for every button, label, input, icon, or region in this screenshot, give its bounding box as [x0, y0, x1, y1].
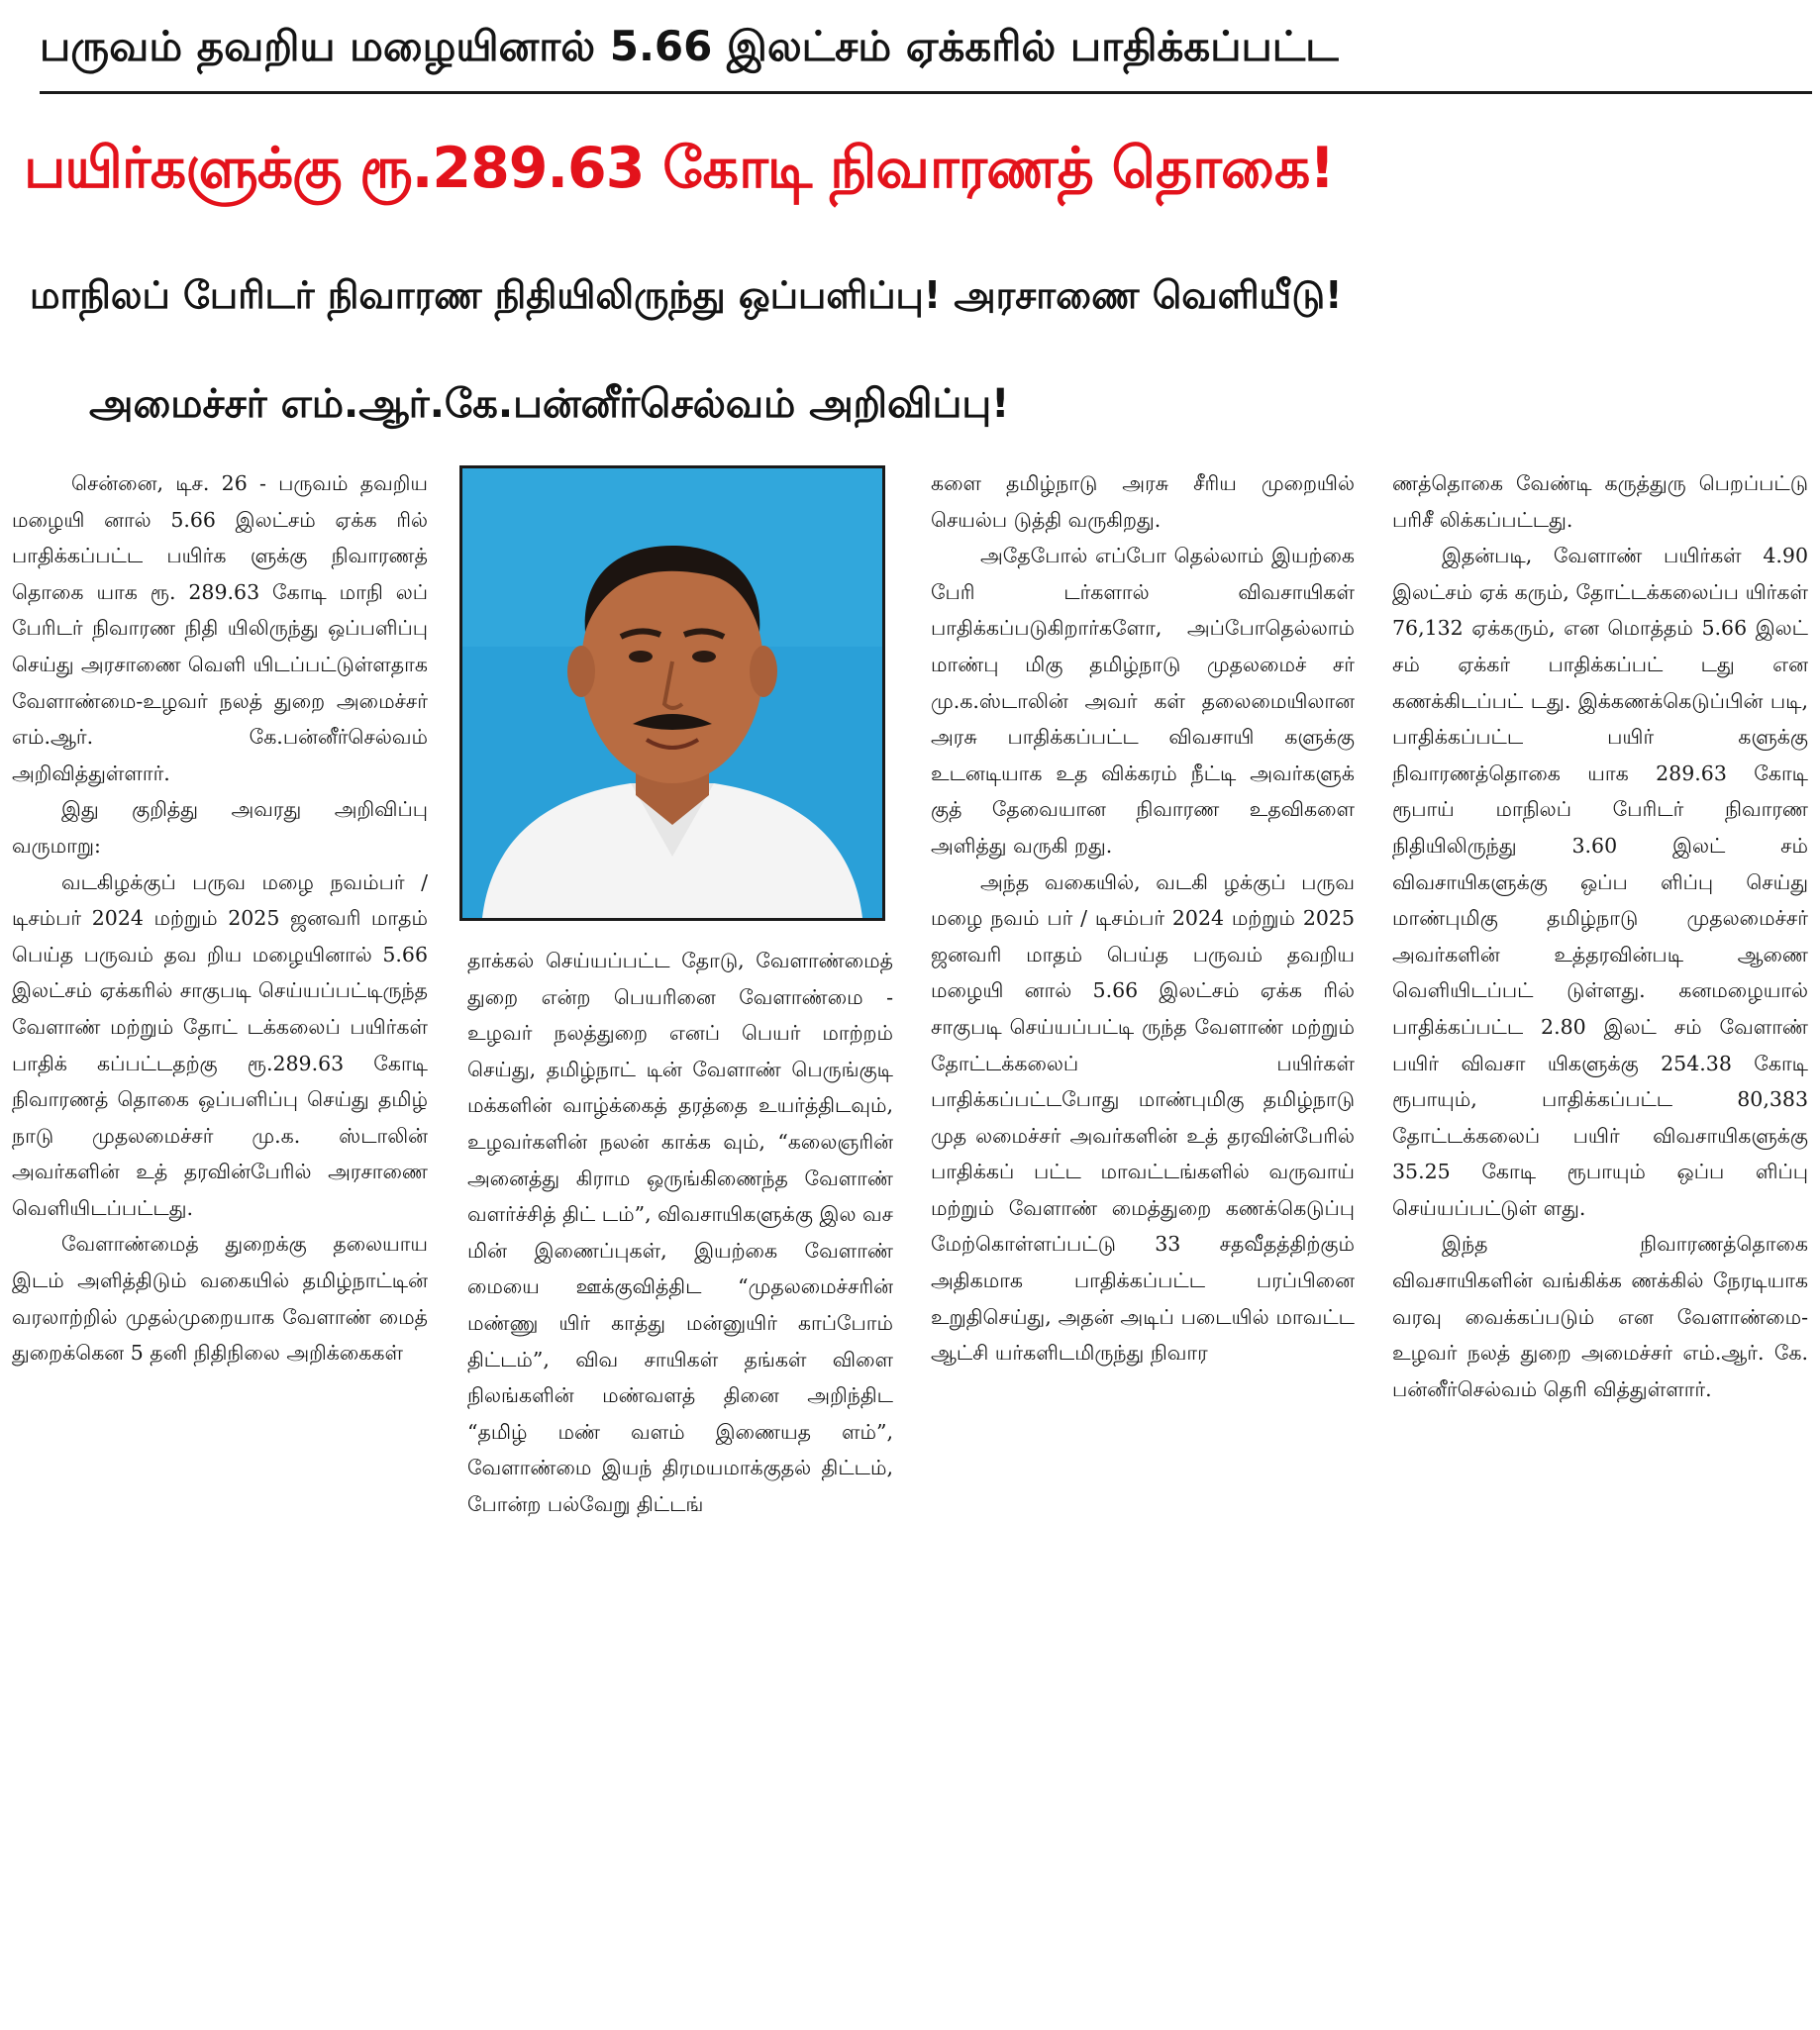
- right-eye: [692, 651, 716, 662]
- article-column-2: [467, 943, 893, 2020]
- portrait-illustration: [462, 468, 882, 918]
- article-paragraph: களை தமிழ்நாடு அரசு சீரிய முறையில் செயல்ப டுத்தி வருகிறது.: [931, 471, 1355, 532]
- left-ear: [567, 646, 595, 697]
- article-paragraph: ணத்தொகை வேண்டி கருத்துரு பெறப்பட்டு பரிசீ லிக்கப்பட்டது.: [1392, 471, 1808, 532]
- minister-photo: [459, 465, 885, 921]
- article-paragraph: தாக்கல் செய்யப்பட்ட தோடு, வேளாண்மைத் துறை என்ற பெயரினை வேளாண்மை - உழவர் நலத்துறை எனப் பெயர் மாற்றம் செய்து, தமிழ்நாட் டின் வேளாண் பெருங்குடி மக்களின் வாழ்க்கைத் தரத்தை உயர்த்திடவும், உழவர்களின் நலன் காக்க வும், “கலைஞரின் அனைத்து கிராம ஒருங்கிணைந்த வேளாண் வளர்ச்சித் திட் டம்”, விவசாயிகளுக்கு இல வச மின் இணைப்புகள், இயற்கை வேளாண் மையை ஊக்குவித்திட “முதலமைச்சரின் மண்ணு யிர் காத்து மன்னுயிர் காப்போம் திட்டம்”, விவ சாயிகள் தங்கள் விளை நிலங்களின் மண்வளத் தினை அறிந்திட “தமிழ் மண் வளம் இணையத ளம்”, வேளாண்மை இயந் திரமயமாக்குதல் திட்டம், போன்ற பல்வேறு திட்டங்: [467, 949, 893, 1516]
- article-paragraph: வேளாண்மைத் துறைக்கு தலையாய இடம் அளித்திடும் வகையில் தமிழ்நாட்டின் வரலாற்றில் முதல்முறையாக வேளாண் மைத் துறைக்கென 5 தனி நிதிநிலை அறிக்கைகள்: [12, 1232, 428, 1366]
- article-paragraph: இதன்படி, வேளாண் பயிர்கள் 4.90 இலட்சம் ஏக் கரும், தோட்டக்கலைப்ப யிர்கள் 76,132 ஏக்கரும், என மொத்தம் 5.66 இலட் சம் ஏக்கர் பாதிக்கப்பட் டது என கணக்கிடப்பட் டது. இக்கணக்கெடுப்பின் படி, பாதிக்கப்பட்ட பயிர் களுக்கு நிவாரணத்தொகை யாக 289.63 கோடி ரூபாய் மாநிலப் பேரிடர் நிவாரண நிதியிலிருந்து 3.60 இலட் சம் விவசாயிகளுக்கு ஒப்ப ளிப்பு செய்து மாண்புமிகு தமிழ்நாடு முதலமைச்சர் அவர்களின் உத்தரவின்படி ஆணை வெளியிடப்பட் டுள்ளது. கனமழையால் பாதிக்கப்பட்ட 2.80 இலட் சம் வேளாண் பயிர் விவசா யிகளுக்கு 254.38 கோடி ரூபாயும், பாதிக்கப்பட்ட 80,383 தோட்டக்கலைப் பயிர் விவசாயிகளுக்கு 35.25 கோடி ரூபாயும் ஒப்ப ளிப்பு செய்யப்பட்டுள் ளது.: [1392, 544, 1808, 1220]
- article-paragraph: இது குறித்து அவரது அறிவிப்பு வருமாறு:: [12, 797, 428, 858]
- article-column-4: [1392, 465, 1808, 2020]
- article-column-1: [12, 465, 428, 2020]
- article-paragraph: அதேபோல் எப்போ தெல்லாம் இயற்கை பேரி டர்களால் விவசாயிகள் பாதிக்கப்படுகிறார்களோ, அப்போதெல்லாம் மாண்பு மிகு தமிழ்நாடு முதலமைச் சர் மு.க.ஸ்டாலின் அவர் கள் தலைமையிலான அரசு பாதிக்கப்பட்ட விவசாயி களுக்கு உடனடியாக உத விக்கரம் நீட்டி அவர்களுக் குத் தேவையான நிவாரண உதவிகளை அளித்து வருகி றது.: [931, 544, 1355, 858]
- left-eye: [629, 651, 653, 662]
- kicker-divider: [40, 91, 1812, 94]
- article-paragraph: இந்த நிவாரணத்தொகை விவசாயிகளின் வங்கிக்க ணக்கில் நேரடியாக வரவு வைக்கப்படும் என வேளாண்மை-உழவர் நலத் துறை அமைச்சர் எம்.ஆர். கே. பன்னீர்செல்வம் தெரி வித்துள்ளார்.: [1392, 1232, 1808, 1401]
- headline-kicker: பருவம் தவறிய மழையினால் 5.66 இலட்சம் ஏக்கரில் பாதிக்கப்பட்ட: [40, 22, 1339, 70]
- article-paragraph: சென்னை, டிச. 26 - பருவம் தவறிய மழையி னால் 5.66 இலட்சம் ஏக்க ரில் பாதிக்கப்பட்ட பயிர்க ளுக்கு நிவாரணத் தொகை யாக ரூ. 289.63 கோடி மாநி லப் பேரிடர் நிவாரண நிதி யிலிருந்து ஒப்பளிப்பு செய்து அரசாணை வெளி யிடப்பட்டுள்ளதாக வேளாண்மை-உழவர் நலத் துறை அமைச்சர் எம்.ஆர். கே.பன்னீர்செல்வம் அறிவித்துள்ளார்.: [12, 471, 428, 785]
- article-paragraph: வடகிழக்குப் பருவ மழை நவம்பர் / டிசம்பர் 2024 மற்றும் 2025 ஜனவரி மாதம் பெய்த பருவம் தவ றிய மழையினால் 5.66 இலட்சம் ஏக்கரில் சாகுபடி செய்யப்பட்டிருந்த வேளாண் மற்றும் தோட் டக்கலைப் பயிர்கள் பாதிக் கப்பட்டதற்கு ரூ.289.63 கோடி நிவாரணத் தொகை ஒப்பளிப்பு செய்து தமிழ் நாடு முதலமைச்சர் மு.க. ஸ்டாலின் அவர்களின் உத் தரவின்பேரில் அரசாணை வெளியிடப்பட்டது.: [12, 869, 428, 1220]
- article-paragraph: அந்த வகையில், வடகி ழக்குப் பருவ மழை நவம் பர் / டிசம்பர் 2024 மற்றும் 2025 ஜனவரி மாதம் பெய்த பருவம் தவறிய மழையி னால் 5.66 இலட்சம் ஏக்க ரில் சாகுபடி செய்யப்பட்டி ருந்த வேளாண் மற்றும் தோட்டக்கலைப் பயிர்கள் பாதிக்கப்பட்டபோது மாண்புமிகு தமிழ்நாடு முத லமைச்சர் அவர்களின் உத் தரவின்பேரில் பாதிக்கப் பட்ட மாவட்டங்களில் வருவாய் மற்றும் வேளாண் மைத்துறை கணக்கெடுப்பு மேற்கொள்ளப்பட்டு 33 சதவீதத்திற்கும் அதிகமாக பாதிக்கப்பட்ட பரப்பினை உறுதிசெய்து, அதன் அடிப் படையில் மாவட்ட ஆட்சி யர்களிடமிருந்து நிவார: [931, 869, 1355, 1366]
- right-ear: [750, 646, 777, 697]
- main-headline: பயிர்களுக்கு ரூ.289.63 கோடி நிவாரணத் தொகை!: [24, 136, 1335, 201]
- article-column-3: [931, 465, 1355, 2020]
- subheadline: மாநிலப் பேரிடர் நிவாரண நிதியிலிருந்து ஒப்பளிப்பு! அரசாணை வெளியீடு!: [30, 273, 1343, 317]
- subheadline-minister: அமைச்சர் எம்.ஆர்.கே.பன்னீர்செல்வம் அறிவிப்பு!: [89, 381, 1010, 427]
